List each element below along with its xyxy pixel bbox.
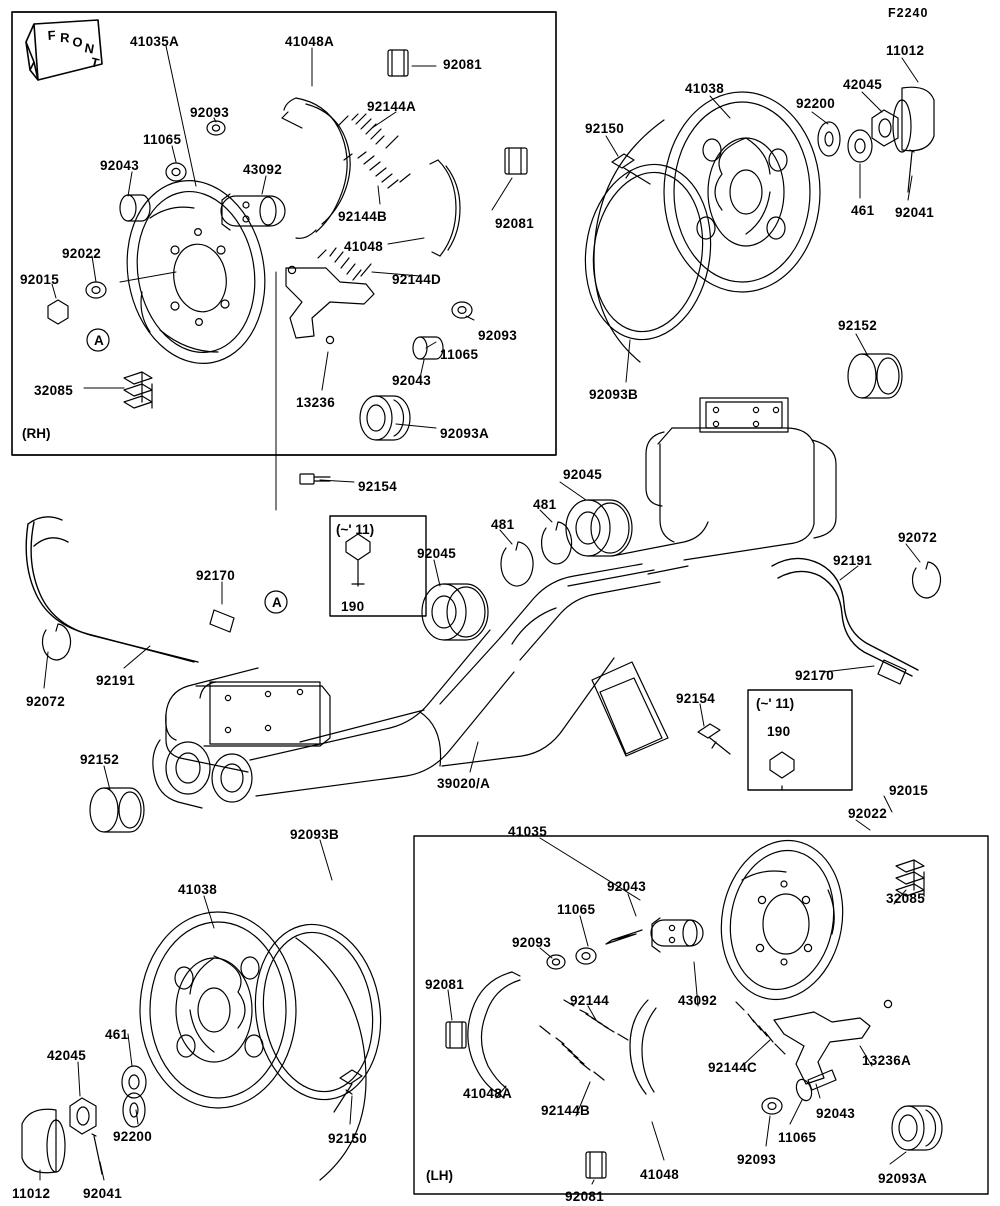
part-number-92154: 92154 bbox=[358, 479, 398, 494]
part-number-92191: 92191 bbox=[833, 553, 873, 568]
part-number-92093: 92093 bbox=[478, 328, 518, 343]
part-number-92072: 92072 bbox=[26, 694, 66, 709]
part-number-92041: 92041 bbox=[895, 205, 935, 220]
part-number-41035: 41035 bbox=[508, 824, 548, 839]
section-label-lh: (LH) bbox=[426, 1168, 453, 1183]
section-label-rh: (RH) bbox=[22, 426, 51, 441]
part-number-11065: 11065 bbox=[557, 902, 596, 917]
part-number-92154: 92154 bbox=[676, 691, 716, 706]
part-number-41048a: 41048A bbox=[285, 34, 335, 49]
part-number-92191: 92191 bbox=[96, 673, 136, 688]
part-number-92015: 92015 bbox=[20, 272, 60, 287]
note-year-upper: (~' 11) bbox=[336, 522, 375, 537]
part-number-11065: 11065 bbox=[440, 347, 479, 362]
part-number-32085: 32085 bbox=[886, 891, 926, 906]
part-number-43092: 43092 bbox=[678, 993, 718, 1008]
part-number-190: 190 bbox=[767, 724, 791, 739]
part-number-92144b: 92144B bbox=[541, 1103, 591, 1118]
svg-text:F: F bbox=[47, 27, 57, 43]
part-number-92150: 92150 bbox=[328, 1131, 368, 1146]
callout-a-top: A bbox=[94, 333, 104, 348]
part-number-92150: 92150 bbox=[585, 121, 625, 136]
part-number-92093: 92093 bbox=[737, 1152, 777, 1167]
part-number-11065: 11065 bbox=[778, 1130, 817, 1145]
part-number-92152: 92152 bbox=[80, 752, 120, 767]
part-number-11065: 11065 bbox=[143, 132, 182, 147]
part-number-41038: 41038 bbox=[685, 81, 725, 96]
part-number-92200: 92200 bbox=[113, 1129, 153, 1144]
part-number-92081: 92081 bbox=[565, 1189, 605, 1204]
part-number-92144c: 92144C bbox=[708, 1060, 758, 1075]
svg-text:R: R bbox=[59, 30, 70, 46]
part-number-39020/a: 39020/A bbox=[437, 776, 491, 791]
part-number-92152: 92152 bbox=[838, 318, 878, 333]
part-number-92170: 92170 bbox=[196, 568, 236, 583]
part-number-41048: 41048 bbox=[344, 239, 384, 254]
part-number-92093b: 92093B bbox=[290, 827, 340, 842]
svg-text:T: T bbox=[89, 54, 101, 71]
part-number-92170: 92170 bbox=[795, 668, 835, 683]
part-number-92015: 92015 bbox=[889, 783, 929, 798]
part-number-43092: 43092 bbox=[243, 162, 283, 177]
part-number-92072: 92072 bbox=[898, 530, 938, 545]
part-number-92093: 92093 bbox=[512, 935, 552, 950]
part-number-92043: 92043 bbox=[100, 158, 140, 173]
part-number-461: 461 bbox=[105, 1027, 129, 1042]
part-number-92043: 92043 bbox=[392, 373, 432, 388]
part-number-481: 481 bbox=[533, 497, 557, 512]
part-number-92093b: 92093B bbox=[589, 387, 639, 402]
part-number-92144: 92144 bbox=[570, 993, 610, 1008]
part-number-92144a: 92144A bbox=[367, 99, 417, 114]
part-number-92093a: 92093A bbox=[878, 1171, 928, 1186]
part-number-92200: 92200 bbox=[796, 96, 836, 111]
part-number-11012: 11012 bbox=[12, 1186, 51, 1201]
svg-text:N: N bbox=[83, 40, 96, 57]
front-direction-marker bbox=[24, 18, 106, 88]
part-number-92022: 92022 bbox=[62, 246, 102, 261]
part-number-41035a: 41035A bbox=[130, 34, 180, 49]
part-number-92022: 92022 bbox=[848, 806, 888, 821]
note-year-lower: (~' 11) bbox=[756, 696, 795, 711]
part-number-41048: 41048 bbox=[640, 1167, 680, 1182]
part-number-92045: 92045 bbox=[563, 467, 603, 482]
part-number-92041: 92041 bbox=[83, 1186, 123, 1201]
part-number-92081: 92081 bbox=[495, 216, 535, 231]
sheet-code: F2240 bbox=[888, 6, 929, 20]
part-number-42045: 42045 bbox=[843, 77, 883, 92]
part-number-481: 481 bbox=[491, 517, 515, 532]
callout-a-mid: A bbox=[272, 595, 282, 610]
part-number-92093a: 92093A bbox=[440, 426, 490, 441]
part-number-92093: 92093 bbox=[190, 105, 230, 120]
part-number-41038: 41038 bbox=[178, 882, 218, 897]
part-number-32085: 32085 bbox=[34, 383, 74, 398]
part-number-92081: 92081 bbox=[425, 977, 465, 992]
part-number-41048a: 41048A bbox=[463, 1086, 513, 1101]
part-number-92045: 92045 bbox=[417, 546, 457, 561]
svg-text:O: O bbox=[71, 34, 84, 51]
part-number-461: 461 bbox=[851, 203, 875, 218]
part-number-190: 190 bbox=[341, 599, 365, 614]
part-number-92144b: 92144B bbox=[338, 209, 388, 224]
part-number-92043: 92043 bbox=[607, 879, 647, 894]
part-number-42045: 42045 bbox=[47, 1048, 87, 1063]
part-number-13236: 13236 bbox=[296, 395, 336, 410]
part-number-11012: 11012 bbox=[886, 43, 925, 58]
part-number-13236a: 13236A bbox=[862, 1053, 912, 1068]
part-number-92043: 92043 bbox=[816, 1106, 856, 1121]
part-number-92144d: 92144D bbox=[392, 272, 442, 287]
part-number-92081: 92081 bbox=[443, 57, 483, 72]
